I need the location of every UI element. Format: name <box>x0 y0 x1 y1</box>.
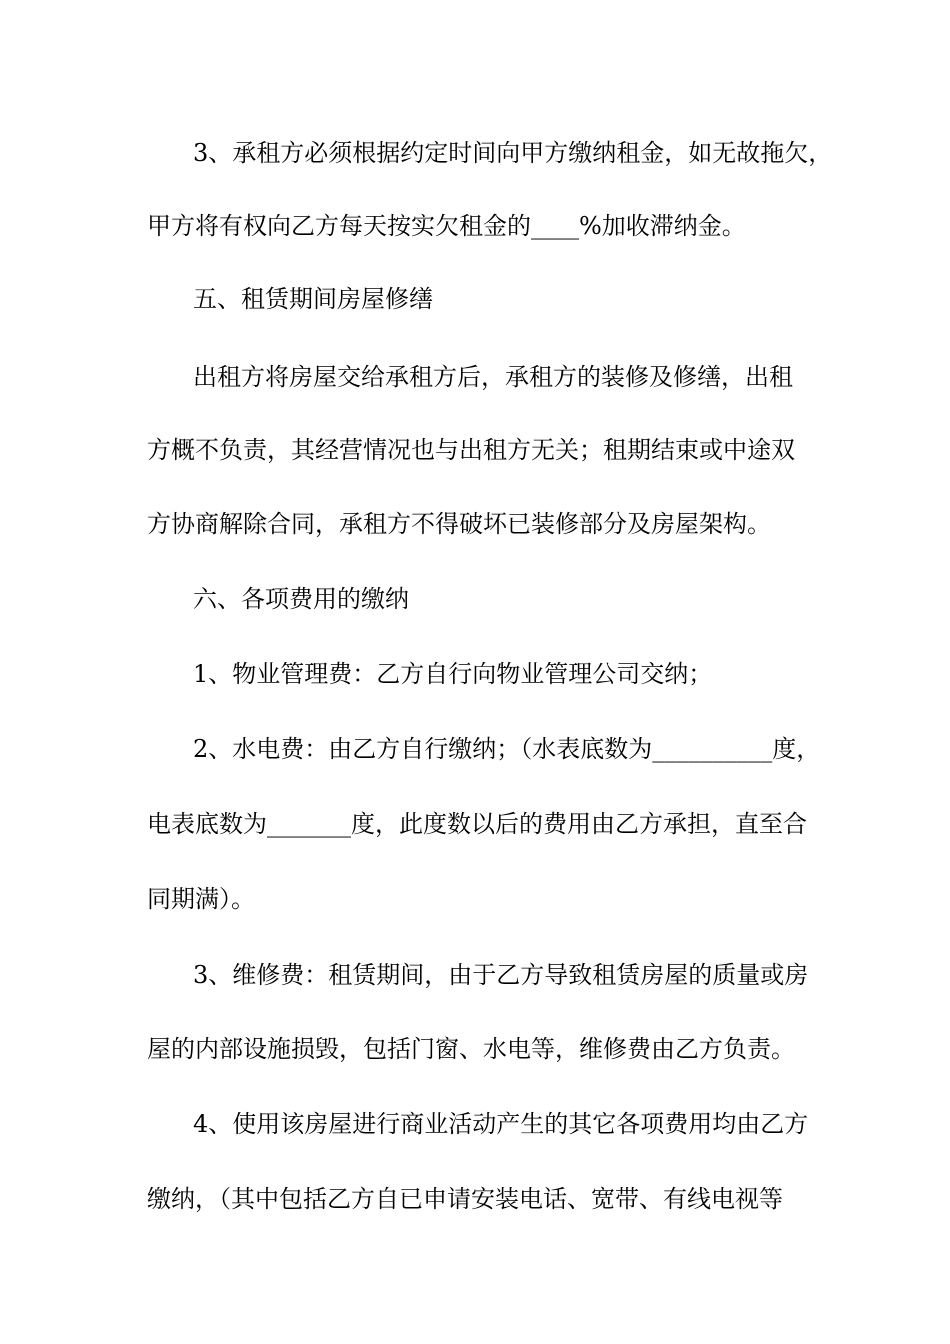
text-line-14: 4、使用该房屋进行商业活动产生的其它各项费用均由乙方 <box>193 1110 809 1138</box>
text-line-12: 3、维修费：租赁期间，由于乙方导致租赁房屋的质量或房 <box>193 961 809 989</box>
text-line-11: 同期满）。 <box>147 885 255 913</box>
text-line-10: 电表底数为_______度，此度数以后的费用由乙方承担，直至合 <box>147 810 807 838</box>
text-line-9: 2、水电费：由乙方自行缴纳；（水表底数为__________度， <box>193 735 821 763</box>
text-line-2: 甲方将有权向乙方每天按实欠租金的____%加收滞纳金。 <box>147 212 746 240</box>
text-line-4: 出租方将房屋交给承租方后，承租方的装修及修缮，出租 <box>193 363 793 391</box>
section-heading-6: 六、各项费用的缴纳 <box>193 585 409 613</box>
text-line-5: 方概不负责，其经营情况也与出租方无关；租期结束或中途双 <box>147 436 795 464</box>
text-line-15: 缴纳，（其中包括乙方自已申请安装电话、宽带、有线电视等 <box>147 1185 783 1213</box>
text-line-13: 屋的内部设施损毁，包括门窗、水电等，维修费由乙方负责。 <box>147 1035 795 1063</box>
text-line-6: 方协商解除合同，承租方不得破坏已装修部分及房屋架构。 <box>147 510 771 538</box>
text-line-8: 1、物业管理费：乙方自行向物业管理公司交纳； <box>193 660 713 688</box>
text-line-1: 3、承租方必须根据约定时间向甲方缴纳租金，如无故拖欠， <box>193 139 833 167</box>
section-heading-5: 五、租赁期间房屋修缮 <box>193 285 433 313</box>
